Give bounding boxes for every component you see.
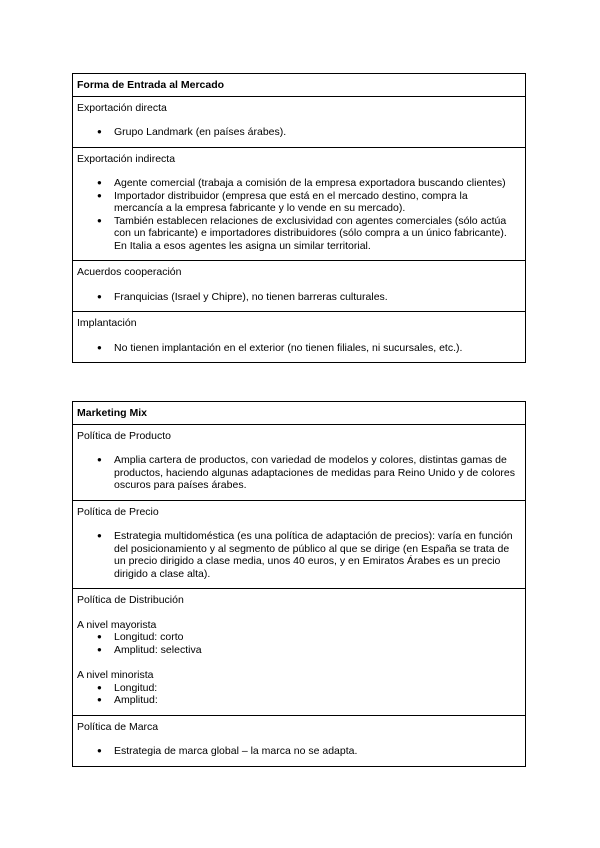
retail-label: A nivel minorista: [77, 669, 154, 681]
entry-mode-table: [72, 73, 526, 363]
section-title: Política de Producto: [77, 429, 171, 442]
section-indirect-export: [73, 148, 525, 262]
bullet-list: [77, 530, 521, 580]
list-item: ● Estrategia multidoméstica (es una política de adaptación de precios): varía en función del posicionamiento y al segmento de público al que se dirige (en España se trata de un precio dirigido a clase media, unos 40 euros, y en Emiratos Árabes es un precio dirigido a clase alta).: [77, 530, 517, 580]
section-implantation: [73, 312, 525, 362]
section-title: Acuerdos cooperación: [77, 266, 182, 278]
section-title: Política de Marca: [77, 720, 159, 733]
list-item: ● Amplitud: selectiva: [77, 644, 517, 657]
bullet-list: [77, 631, 521, 656]
marketing-mix-table: [72, 401, 526, 767]
list-item: ● Longitud:: [77, 682, 517, 695]
list-item: ● Importador distribuidor (empresa que está en el mercado destino, compra la mercancía a la empresa fabricante y lo vende en su mercado).: [77, 190, 517, 215]
list-item: ● También establecen relaciones de exclusividad con agentes comerciales (sólo actúa con un fabricante) e importadores distribuidores (sólo compra a un único fabricante). En Italia a esos agentes les asigna un similar territorial.: [77, 215, 517, 253]
marketing-mix-header: Marketing Mix: [73, 402, 525, 425]
section-title: Implantación: [77, 317, 137, 329]
list-item: ● Amplitud:: [77, 694, 517, 707]
section-title: Política de Precio: [77, 505, 159, 518]
section-cooperation-agreements: [73, 261, 525, 312]
section-title: Exportación directa: [77, 101, 167, 114]
section-title: Política de Distribución: [77, 594, 184, 606]
bullet-list: [77, 291, 521, 304]
section-brand-policy: [73, 716, 525, 766]
wholesale-label: A nivel mayorista: [77, 618, 157, 631]
list-item: ● Agente comercial (trabaja a comisión de la empresa exportadora buscando clientes): [77, 177, 517, 190]
section-price-policy: [73, 501, 525, 590]
list-item: ● Amplia cartera de productos, con variedad de modelos y colores, distintas gamas de productos, haciendo algunas adaptaciones de medidas para Reino Unido y de colores oscuros para países árabes.: [77, 454, 517, 492]
bullet-list: [77, 682, 521, 707]
spacer: [77, 656, 521, 669]
list-item: ● No tienen implantación en el exterior (no tienen filiales, ni sucursales, etc.).: [77, 342, 517, 355]
section-product-policy: [73, 425, 525, 501]
section-distribution-policy: [73, 589, 525, 716]
list-item: ● Grupo Landmark (en países árabes).: [77, 126, 517, 139]
list-item: ● Longitud: corto: [77, 631, 517, 644]
list-item: ● Estrategia de marca global – la marca no se adapta.: [77, 745, 517, 758]
bullet-list: [77, 126, 521, 139]
section-title: Exportación indirecta: [77, 152, 176, 165]
entry-mode-header: Forma de Entrada al Mercado: [73, 74, 525, 97]
section-direct-export: [73, 97, 525, 148]
bullet-list: [77, 745, 521, 758]
bullet-list: [77, 177, 521, 252]
bullet-list: [77, 342, 521, 355]
list-item: ● Franquicias (Israel y Chipre), no tienen barreras culturales.: [77, 291, 517, 304]
bullet-list: [77, 454, 521, 492]
